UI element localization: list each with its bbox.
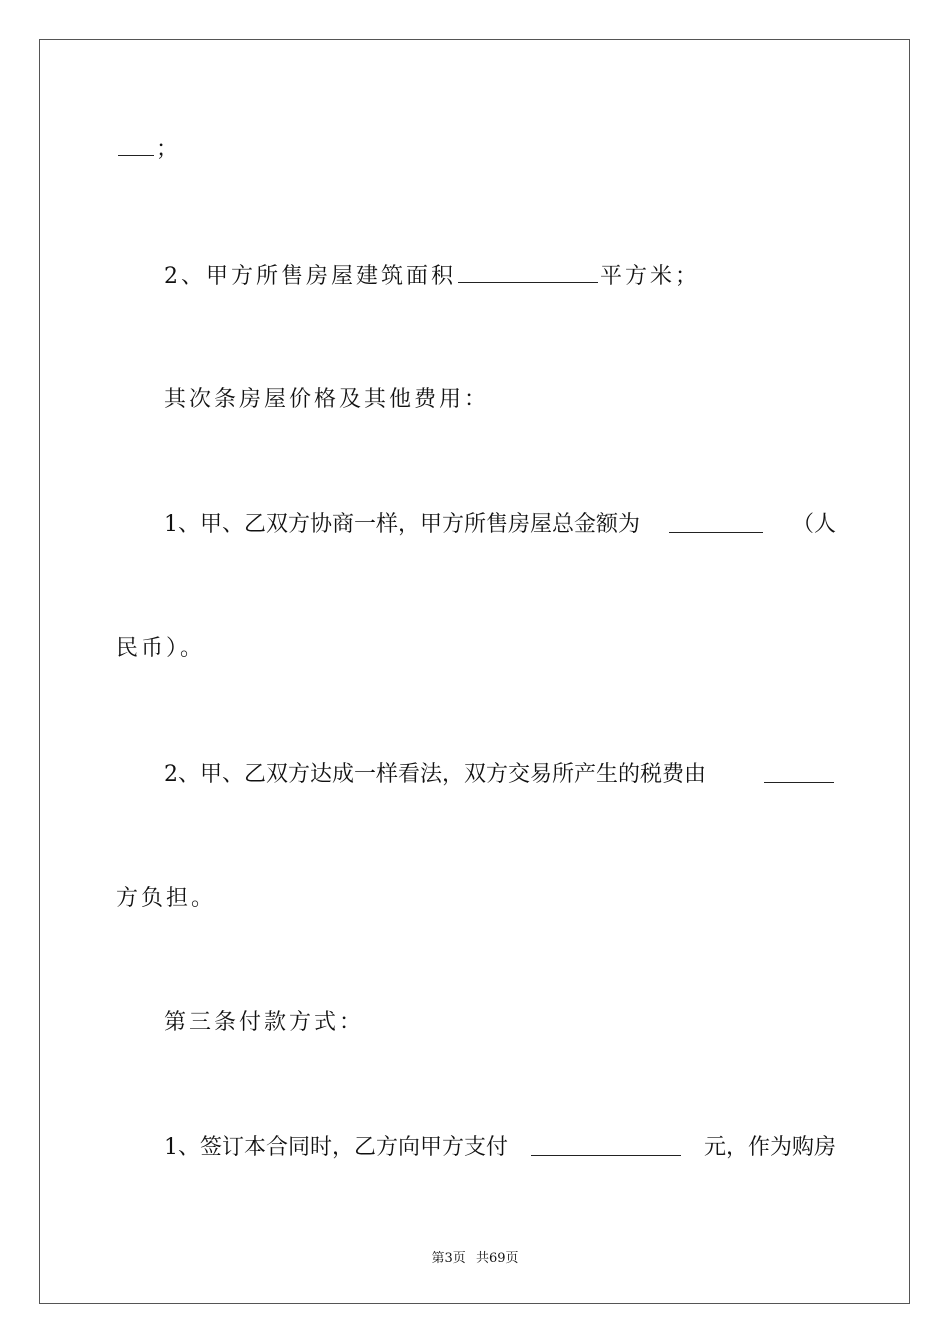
line-text: 1、签订本合同时，乙方向甲方支付: [164, 1135, 508, 1160]
line-text: ；: [156, 137, 182, 162]
text-line-7: 方负担。: [116, 886, 217, 911]
line-text: 平方米；: [600, 264, 701, 289]
line-text: （人: [791, 512, 836, 537]
text-line-9: [164, 1133, 836, 1163]
section-heading-2: 其次条房屋价格及其他费用：: [164, 387, 490, 412]
total-pages: 共69页: [475, 1251, 519, 1266]
fill-in-blank: [764, 760, 834, 783]
page-footer: [0, 1247, 950, 1266]
fill-in-blank: [669, 510, 763, 533]
page-number: 第3页: [431, 1251, 466, 1266]
page-border: [39, 39, 910, 1304]
fill-in-blank: [118, 133, 154, 156]
fill-in-blank: [458, 260, 598, 283]
text-line-4: [164, 510, 836, 540]
text-line-6: [164, 760, 836, 790]
text-line-1: [116, 133, 836, 165]
line-text: 2、甲、乙双方达成一样看法，双方交易所产生的税费由: [164, 762, 706, 787]
text-line-5: 民币）。: [116, 636, 206, 661]
section-heading-3: 第三条付款方式：: [164, 1010, 365, 1035]
text-line-2: [164, 260, 836, 292]
line-text: 元，作为购房: [703, 1135, 836, 1160]
line-text: 1、甲、乙双方协商一样，甲方所售房屋总金额为: [164, 512, 640, 537]
line-text: 2、甲方所售房屋建筑面积: [164, 264, 456, 289]
fill-in-blank: [531, 1133, 681, 1156]
